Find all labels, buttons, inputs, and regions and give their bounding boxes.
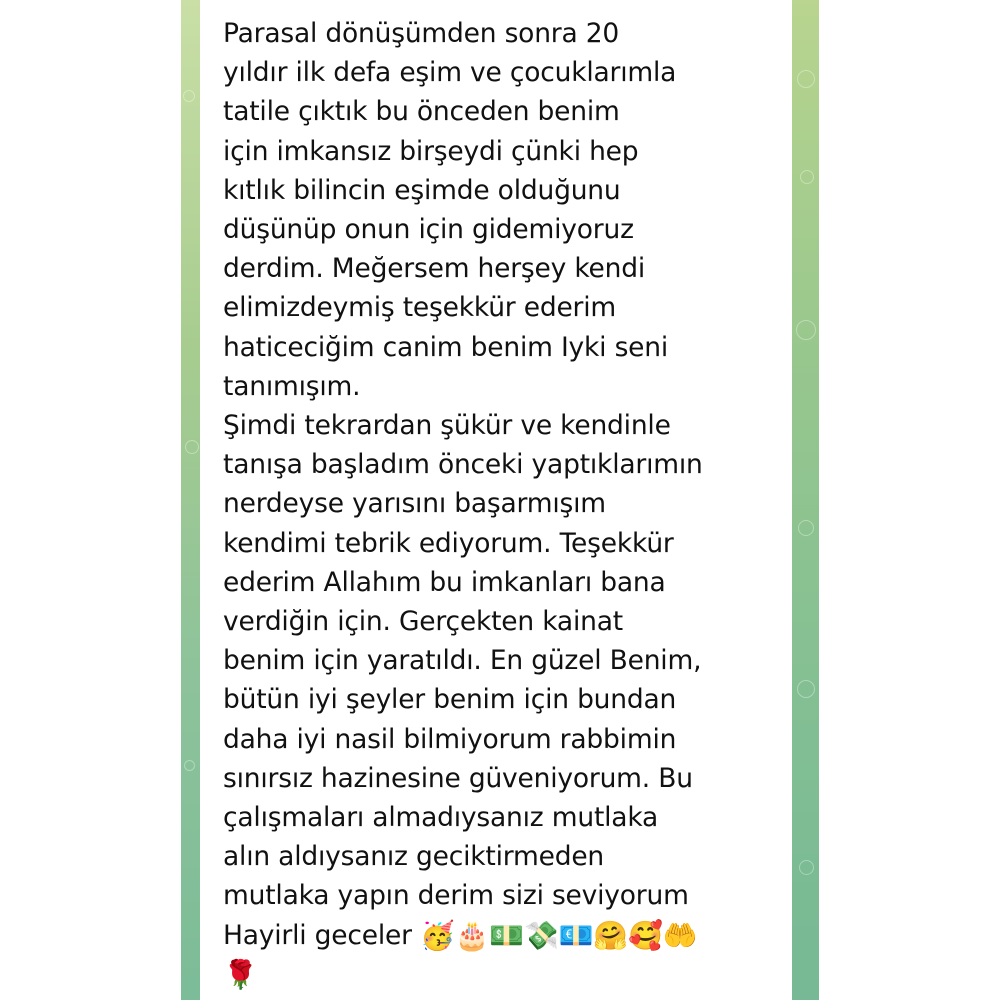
- euro-banknote-emoji-icon: 💶: [558, 919, 594, 953]
- wallpaper-doodle: [185, 440, 199, 454]
- message-line: mutlaka yapın derim sizi seviyorum: [223, 880, 689, 912]
- message-closing-text: Hayirli geceler: [223, 919, 412, 951]
- money-with-wings-emoji-icon: 💸: [524, 919, 559, 953]
- hugging-face-emoji-icon: 🤗: [593, 919, 629, 953]
- wallpaper-doodle: [798, 520, 814, 536]
- message-line: tanışa başladım önceki yaptıklarımın: [223, 449, 703, 481]
- message-line: alın aldıysanız geciktirmeden: [223, 841, 605, 873]
- message-line: daha iyi nasil bilmiyorum rabbimin: [223, 723, 677, 755]
- message-line: çalışmaları almadıysanız mutlaka: [223, 802, 659, 834]
- wallpaper-doodle: [796, 320, 816, 340]
- message-line: nerdeyse yarısını başarmışım: [223, 488, 606, 520]
- message-line: sınırsız hazinesine güveniyorum. Bu: [223, 762, 693, 794]
- message-line: tatile çıktık bu önceden benim: [223, 96, 620, 128]
- message-line: kıtlık bilincin eşimde olduğunu: [223, 174, 621, 206]
- chat-wallpaper-right: [792, 0, 819, 1000]
- wallpaper-doodle: [797, 70, 815, 88]
- message-line: yıldır ilk defa eşim ve çocuklarımla: [223, 57, 677, 89]
- rose-emoji-icon: 🌹: [223, 958, 258, 992]
- message-line: verdiğin için. Gerçekten kainat: [223, 606, 623, 638]
- message-line: tanımışım.: [223, 370, 361, 402]
- dollar-banknote-emoji-icon: 💵: [489, 919, 525, 953]
- message-line: düşünüp onun için gidemiyoruz: [223, 214, 634, 246]
- message-line: için imkansız birşeydi çünki hep: [223, 135, 639, 167]
- chat-wallpaper-left: [181, 0, 200, 1000]
- message-text: [223, 14, 789, 994]
- wallpaper-doodle: [797, 680, 815, 698]
- wallpaper-doodle: [800, 170, 814, 184]
- message-rose-line: [223, 955, 789, 994]
- partying-face-emoji-icon: 🥳: [420, 919, 455, 953]
- wallpaper-doodle: [799, 860, 814, 875]
- wallpaper-doodle: [183, 90, 195, 102]
- birthday-cake-emoji-icon: 🎂: [454, 919, 490, 953]
- message-line: elimizdeymiş teşekkür ederim: [223, 292, 617, 324]
- message-line: kendimi tebrik ediyorum. Teşekkür: [223, 527, 674, 559]
- message-line: benim için yaratıldı. En güzel Benim,: [223, 645, 702, 677]
- raised-hands-emoji-icon: 🤲: [662, 919, 698, 953]
- message-line: ederim Allahım bu imkanları bana: [223, 566, 666, 598]
- message-line: Şimdi tekrardan şükür ve kendinle: [223, 410, 671, 442]
- wallpaper-doodle: [184, 760, 195, 771]
- message-line: haticeciğim canim benim Iyki seni: [223, 331, 669, 363]
- message-line: bütün iyi şeyler benim için bundan: [223, 684, 677, 716]
- relieved-face-emoji-icon: 🥰: [628, 919, 663, 953]
- message-closing-line: [223, 916, 789, 955]
- message-line: Parasal dönüşümden sonra 20: [223, 18, 620, 49]
- message-line: derdim. Meğersem herşey kendi: [223, 253, 646, 285]
